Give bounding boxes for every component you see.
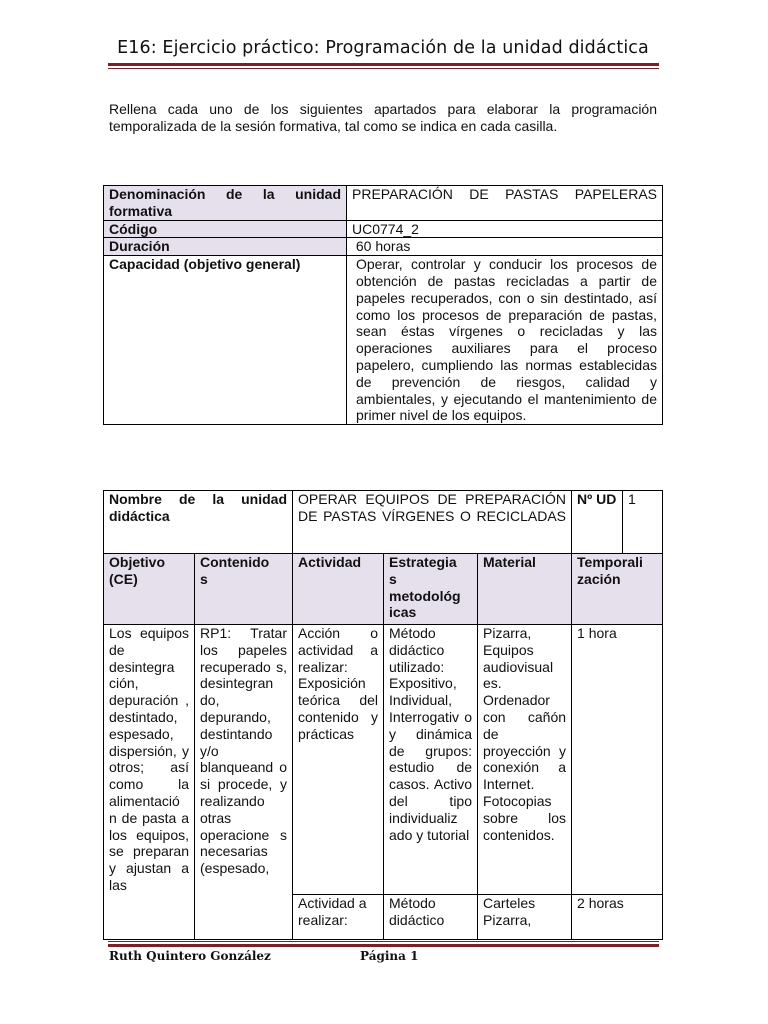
col-header-contenidos: Contenido s: [195, 554, 293, 625]
intro-paragraph: Rellena cada uno de los siguientes apartados para elaborar la programación temporalizada de la sesión formativa, tal como se indica en cada casilla.: [109, 101, 657, 134]
table-row: [104, 256, 663, 425]
table-row: [104, 186, 663, 221]
col-header-objetivo: Objetivo (CE): [104, 554, 195, 625]
actividad-cell-2: Actividad a realizar:: [293, 895, 384, 940]
capacidad-value: Operar, controlar y conducir los procesos de obtención de pastas recicladas a partir de papeles recuperados, con o sin destintado, así como los procesos de preparación de pastas, sean éstas vírgenes o recicladas y las operaciones auxiliares para el proceso papelero, cumpliendo las normas establecidas de prevención de riesgos, calidad y ambientales, y ejecutando el mantenimiento de primer nivel de los equipos.: [347, 256, 663, 425]
material-cell: Pizarra, Equipos audiovisual es. Ordenador con cañón de proyección y conexión a Internet. Fotocopias sobre los contenidos.: [478, 625, 572, 895]
nombre-unidad-value: OPERAR EQUIPOS DE PREPARACIÓN DE PASTAS VÍRGENES O RECICLADAS: [293, 491, 572, 554]
temporalizacion-cell: 1 hora: [572, 625, 663, 895]
didactic-unit-table: [103, 490, 663, 940]
footer-page-number: Página 1: [360, 949, 419, 963]
ud-number-label: Nº UD: [572, 491, 623, 554]
estrategia-cell-2: Método didáctico: [384, 895, 478, 940]
temporalizacion-cell-2: 2 horas: [572, 895, 663, 940]
col-header-estrategias: Estrategia s metodológ icas: [384, 554, 478, 625]
table-row: [104, 238, 663, 256]
denominacion-label: Denominación de la unidad formativa: [104, 186, 347, 221]
capacidad-label: Capacidad (objetivo general): [104, 256, 347, 425]
codigo-value: UC0774_2: [347, 220, 663, 238]
contenidos-cell: RP1: Tratar los papeles recuperado s, desintegran do, depurando, destintando y/o blanqueand o si procede, y realizando otras operacione s necesarias (espesado,: [195, 625, 293, 940]
unit-info-table: [103, 185, 663, 425]
footer-rule: [108, 941, 659, 947]
estrategia-cell: Método didáctico utilizado: Expositivo, Individual, Interrogativ o y dinámica de grupos: estudio de casos. Activo del tipo individualiz ado y tutorial: [384, 625, 478, 895]
objetivo-cell: Los equipos de desintegra ción, depuración , destintado, espesado, dispersión, y otros; así como la alimentació n de pasta a los equipos, se preparan y ajustan a las: [104, 625, 195, 940]
page-header-title: E16: Ejercicio práctico: Programación de la unidad didáctica: [117, 38, 649, 58]
nombre-unidad-label: Nombre de la unidad didáctica: [104, 491, 293, 554]
actividad-cell: Acción o actividad a realizar: Exposición teórica del contenido y prácticas: [293, 625, 384, 895]
col-header-temporalizacion: Temporali zación: [572, 554, 663, 625]
table-row: [104, 625, 663, 895]
ud-number-value: 1: [623, 491, 663, 554]
table-row: [104, 554, 663, 625]
duracion-value: 60 horas: [347, 238, 663, 256]
header-rule: [108, 63, 659, 69]
codigo-label: Código: [104, 220, 347, 238]
table-row: [104, 220, 663, 238]
col-header-actividad: Actividad: [293, 554, 384, 625]
footer-author: Ruth Quintero González: [109, 949, 271, 963]
material-cell-2: Carteles Pizarra,: [478, 895, 572, 940]
duracion-label: Duración: [104, 238, 347, 256]
table-row: [104, 491, 663, 554]
denominacion-value: PREPARACIÓN DE PASTAS PAPELERAS: [347, 186, 663, 221]
col-header-material: Material: [478, 554, 572, 625]
